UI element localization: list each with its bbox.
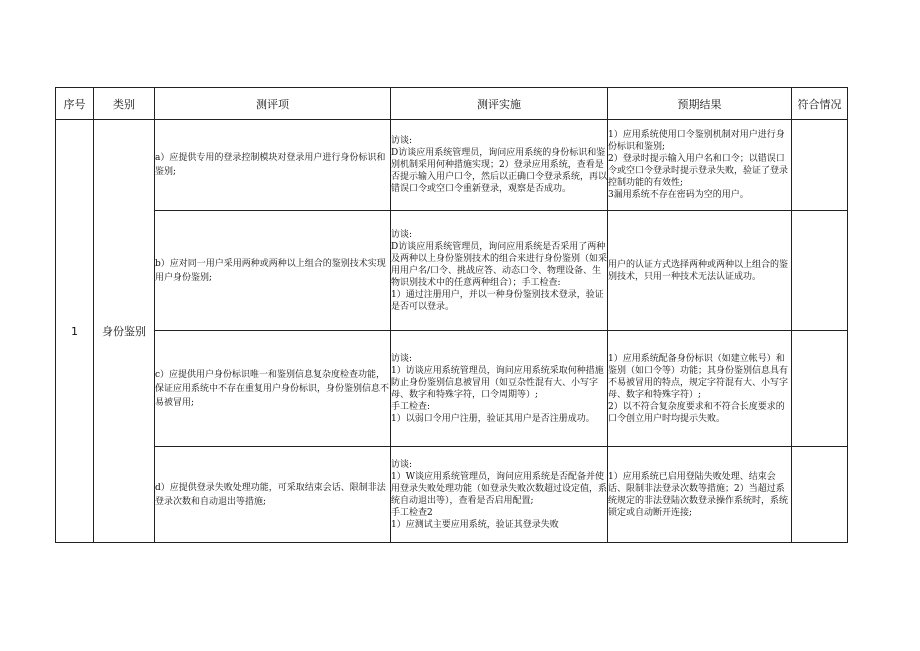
expected-cell: 1）应用系统使用口令鉴别机制对用户进行身份标识和鉴别; 2）登录时提示输入用户名和口令；以错误口令或空口令登录时提示登录失败，验证了登录控制功能的有效性; 3漏用系统不存在密码为空的用户。 — [608, 120, 792, 211]
header-implementation: 测评实施 — [391, 88, 608, 120]
conform-cell — [792, 211, 848, 331]
header-row — [56, 88, 848, 120]
header-no: 序号 — [56, 88, 94, 120]
expected-cell: 1）应用系统已启用登陆失败处理、结束会话、限制非法登录次数等措施；2）当超过系统规定的非法登陆次数登录操作系统时，系统锁定或自动断开连接; — [608, 447, 792, 543]
header-category: 类别 — [94, 88, 155, 120]
implementation-cell: 访谈: 1）访谈应用系统管理员，询问应用系统采取何种措施防止身份鉴别信息被冒用（如豆杂性混有大、小写字母、数字和特殊字符，口令周期等）; 手工检查: 1）以弱口令用户注册，验证其用户是否注册成功。 — [391, 331, 608, 447]
item-cell: a）应提供专用的登录控制模块对登录用户进行身份标识和鉴别; — [155, 120, 391, 211]
table-row — [56, 447, 848, 543]
conform-cell — [792, 120, 848, 211]
conform-cell — [792, 331, 848, 447]
conform-cell — [792, 447, 848, 543]
item-cell: c）应提供用户身份标识唯一和鉴别信息复杂度检查功能，保证应用系统中不存在重复用户身份标识，身份鉴别信息不易被冒用; — [155, 331, 391, 447]
implementation-cell: 访谈: D访谈应用系统管理员，询问应用系统的身份标识和鉴别机制采用何种措施实现；2）登录应用系统，查看是否提示输入用户口令，然后以正确口令登录系统，再以错误口令或空口令重新登录，观察是否成功。 — [391, 120, 608, 211]
item-cell: b）应对同一用户采用两种或两种以上组合的鉴别技术实现用户身份鉴别; — [155, 211, 391, 331]
header-conform: 符合情况 — [792, 88, 848, 120]
expected-cell: 用户的认证方式选择两种或两种以上组合的鉴别技术，只用一种技术无法认证成功。 — [608, 211, 792, 331]
category-cell: 身份鉴别 — [94, 120, 155, 543]
assessment-table — [55, 87, 848, 543]
table-row — [56, 120, 848, 211]
implementation-cell: 访谈: D访谈应用系统管理员，询问应用系统是否采用了两种及两种以上身份鉴别技术的组合来进行身份鉴别（如采用用户名/口令、挑战应答、动态口令、物理设备、生物识别技术中的任意两种组合）；手工检查: 1）通过注册用户，并以一种身份鉴别技术登录，验证是否可以登录。 — [391, 211, 608, 331]
row-number: 1 — [56, 120, 94, 543]
header-expected: 预期结果 — [608, 88, 792, 120]
implementation-cell: 访谈: 1）W谈应用系统管理员，询问应用系统是否配备并使用登录失败处理功能（如登录失败次数超过设定值，系统自动退出等），查看是否启用配置; 手工检查2 1）应测试主要应用系统，验证其登录失败 — [391, 447, 608, 543]
table-row — [56, 211, 848, 331]
table-row — [56, 331, 848, 447]
header-item: 测评项 — [155, 88, 391, 120]
expected-cell: 1）应用系统配备身份标识（如建立帐号）和鉴别（如口令等）功能；其身份鉴别信息具有不易被冒用的特点，规定字符混有大、小写字母、数字和特殊字符）; 2）以不符合复杂度要求和不符合长度要求的口令创立用户时均提示失败。 — [608, 331, 792, 447]
item-cell: d）应提供登录失败处理功能，可采取结束会话、限制非法登录次数和自动退出等措施; — [155, 447, 391, 543]
